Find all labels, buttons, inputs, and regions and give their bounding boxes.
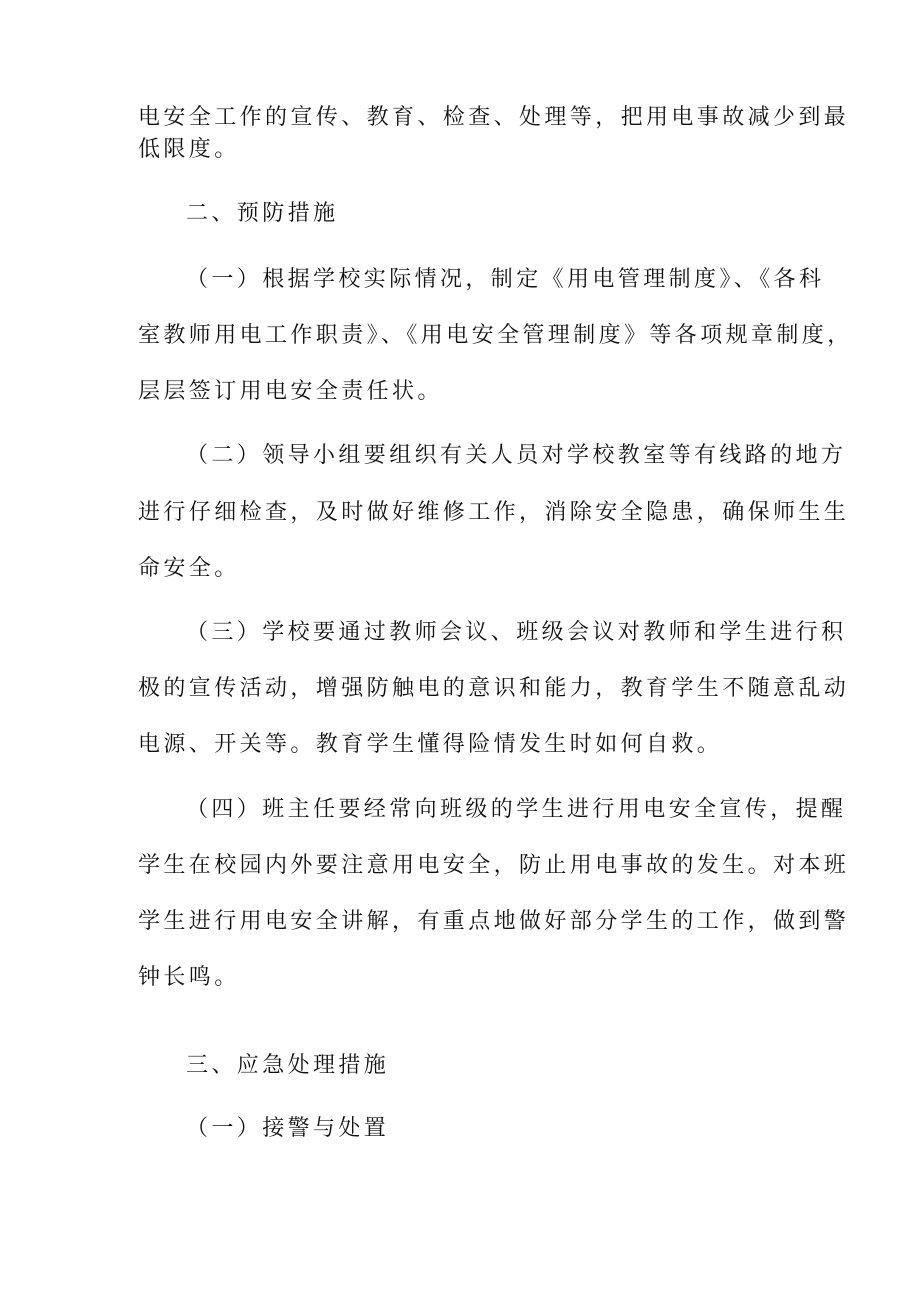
paragraph-line: 低限度。	[138, 137, 240, 162]
paragraph-line: （四）班主任要经常向班级的学生进行用电安全宣传，提醒	[186, 797, 847, 822]
subsection-heading: （一）接警与处置	[186, 1116, 390, 1141]
paragraph-line: 层层签订用电安全责任状。	[138, 379, 443, 404]
paragraph-line: （三）学校要通过教师会议、班级会议对教师和学生进行积	[186, 620, 847, 645]
paragraph-line: 学生进行用电安全讲解，有重点地做好部分学生的工作，做到警	[138, 909, 850, 934]
section-heading: 三、应急处理措施	[186, 1053, 390, 1078]
paragraph-line: 室教师用电工作职责》、《用电安全管理制度》等各项规章制度，	[138, 323, 853, 348]
paragraph-line: 电源、开关等。教育学生懂得险情发生时如何自救。	[138, 732, 723, 757]
paragraph-line: 命安全。	[138, 556, 240, 581]
paragraph-line: 钟长鸣。	[138, 965, 240, 990]
section-heading: 二、预防措施	[186, 201, 339, 226]
paragraph-line: （二）领导小组要组织有关人员对学校教室等有线路的地方	[186, 443, 847, 468]
paragraph-line: （一）根据学校实际情况，制定《用电管理制度》、《各科	[186, 267, 825, 292]
paragraph-line: 学生在校园内外要注意用电安全，防止用电事故的发生。对本班	[138, 853, 850, 878]
paragraph-line: 电安全工作的宣传、教育、检查、处理等，把用电事故减少到最	[138, 105, 850, 130]
paragraph-line: 进行仔细检查，及时做好维修工作，消除安全隐患，确保师生生	[138, 500, 850, 525]
paragraph-line: 极的宣传活动，增强防触电的意识和能力，教育学生不随意乱动	[138, 676, 850, 701]
